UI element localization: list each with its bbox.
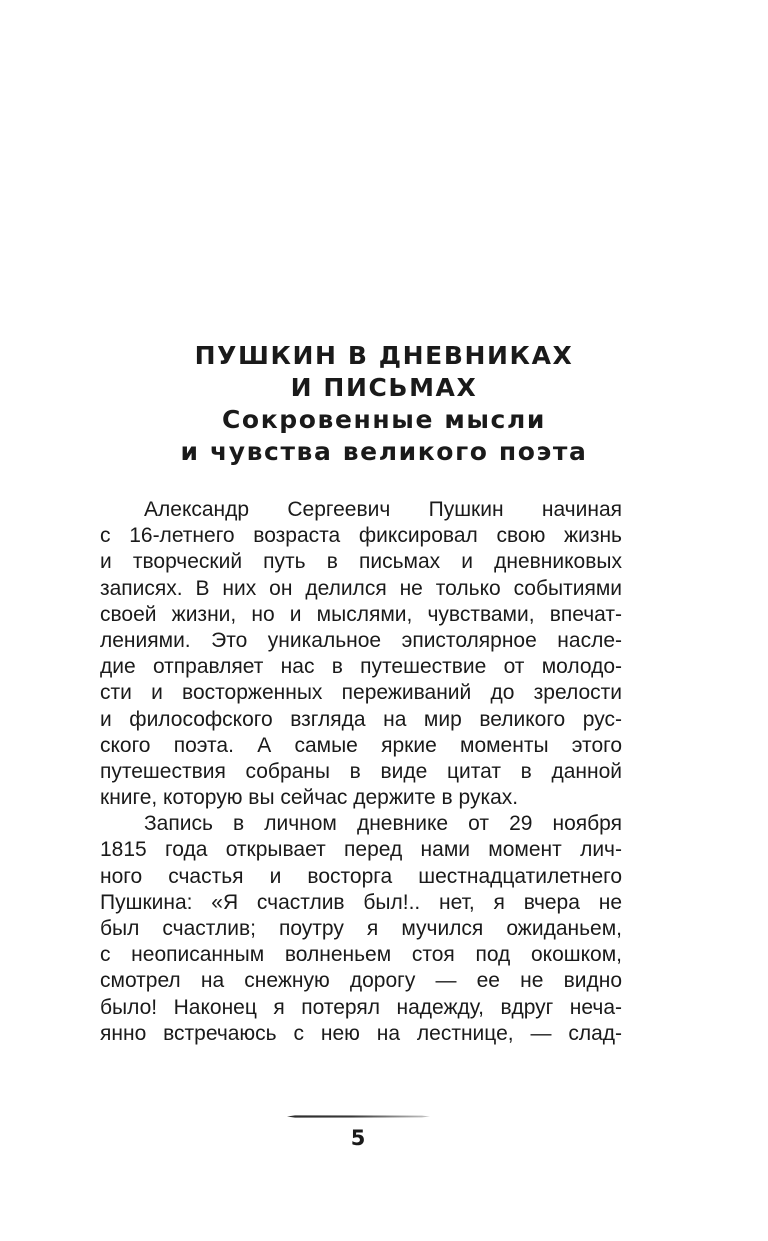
text-line: с неописанным волненьем стоя под окошком,	[100, 943, 622, 967]
text-line: Александр Сергеевич Пушкин начиная	[144, 498, 622, 521]
text-line: лениями. Это уникальное эпистолярное насле-	[100, 628, 622, 652]
text-line: книге, которую вы сейчас держите в руках.	[100, 786, 519, 810]
heading-line: Сокровенные мысли	[221, 405, 547, 434]
text-line: был счастлив; поутру я мучился ожиданьем,	[100, 917, 622, 940]
text-line: дие отправляет нас в путешествие от молодо-	[100, 655, 622, 679]
text-line: своей жизни, но и мыслями, чувствами, впечат-	[100, 602, 622, 626]
page-number: 5	[350, 1126, 366, 1150]
text-line: и философского взгляда на мир великого рус-	[100, 707, 622, 731]
heading-line: ПУШКИН В ДНЕВНИКАХ	[194, 341, 574, 370]
text-line: Запись в личном дневнике от 29 ноября	[144, 812, 622, 836]
text-line: было! Наконец я потерял надежду, вдруг неча-	[100, 995, 622, 1019]
text-line: ского поэта. А самые яркие моменты этого	[100, 733, 622, 757]
text-line: с 16-летнего возраста фиксировал свою жизнь	[100, 524, 622, 548]
body-text	[100, 497, 622, 1047]
text-line: 1815 года открывает перед нами момент лич-	[100, 838, 622, 862]
footer-ornament-rule	[287, 1115, 430, 1118]
text-line: и творческий путь в письмах и дневниковых	[100, 550, 622, 574]
text-line: записях. В них он делился не только событиями	[100, 576, 622, 600]
text-line: сти и восторженных переживаний до зрелости	[100, 681, 622, 705]
chapter-heading	[0, 340, 768, 468]
heading-line: И ПИСЬМАХ	[290, 373, 478, 402]
text-line: Пушкина: «Я счастлив был!.. нет, я вчера не	[100, 890, 622, 914]
text-line: янно встречаюсь с нею на лестнице, — слад-	[100, 1021, 622, 1045]
text-line: путешествия собраны в виде цитат в данной	[100, 759, 622, 783]
heading-line: и чувства великого поэта	[180, 437, 588, 466]
text-line: ного счастья и восторга шестнадцатилетнего	[100, 864, 622, 888]
text-line: смотрел на снежную дорогу — ее не видно	[100, 969, 622, 993]
